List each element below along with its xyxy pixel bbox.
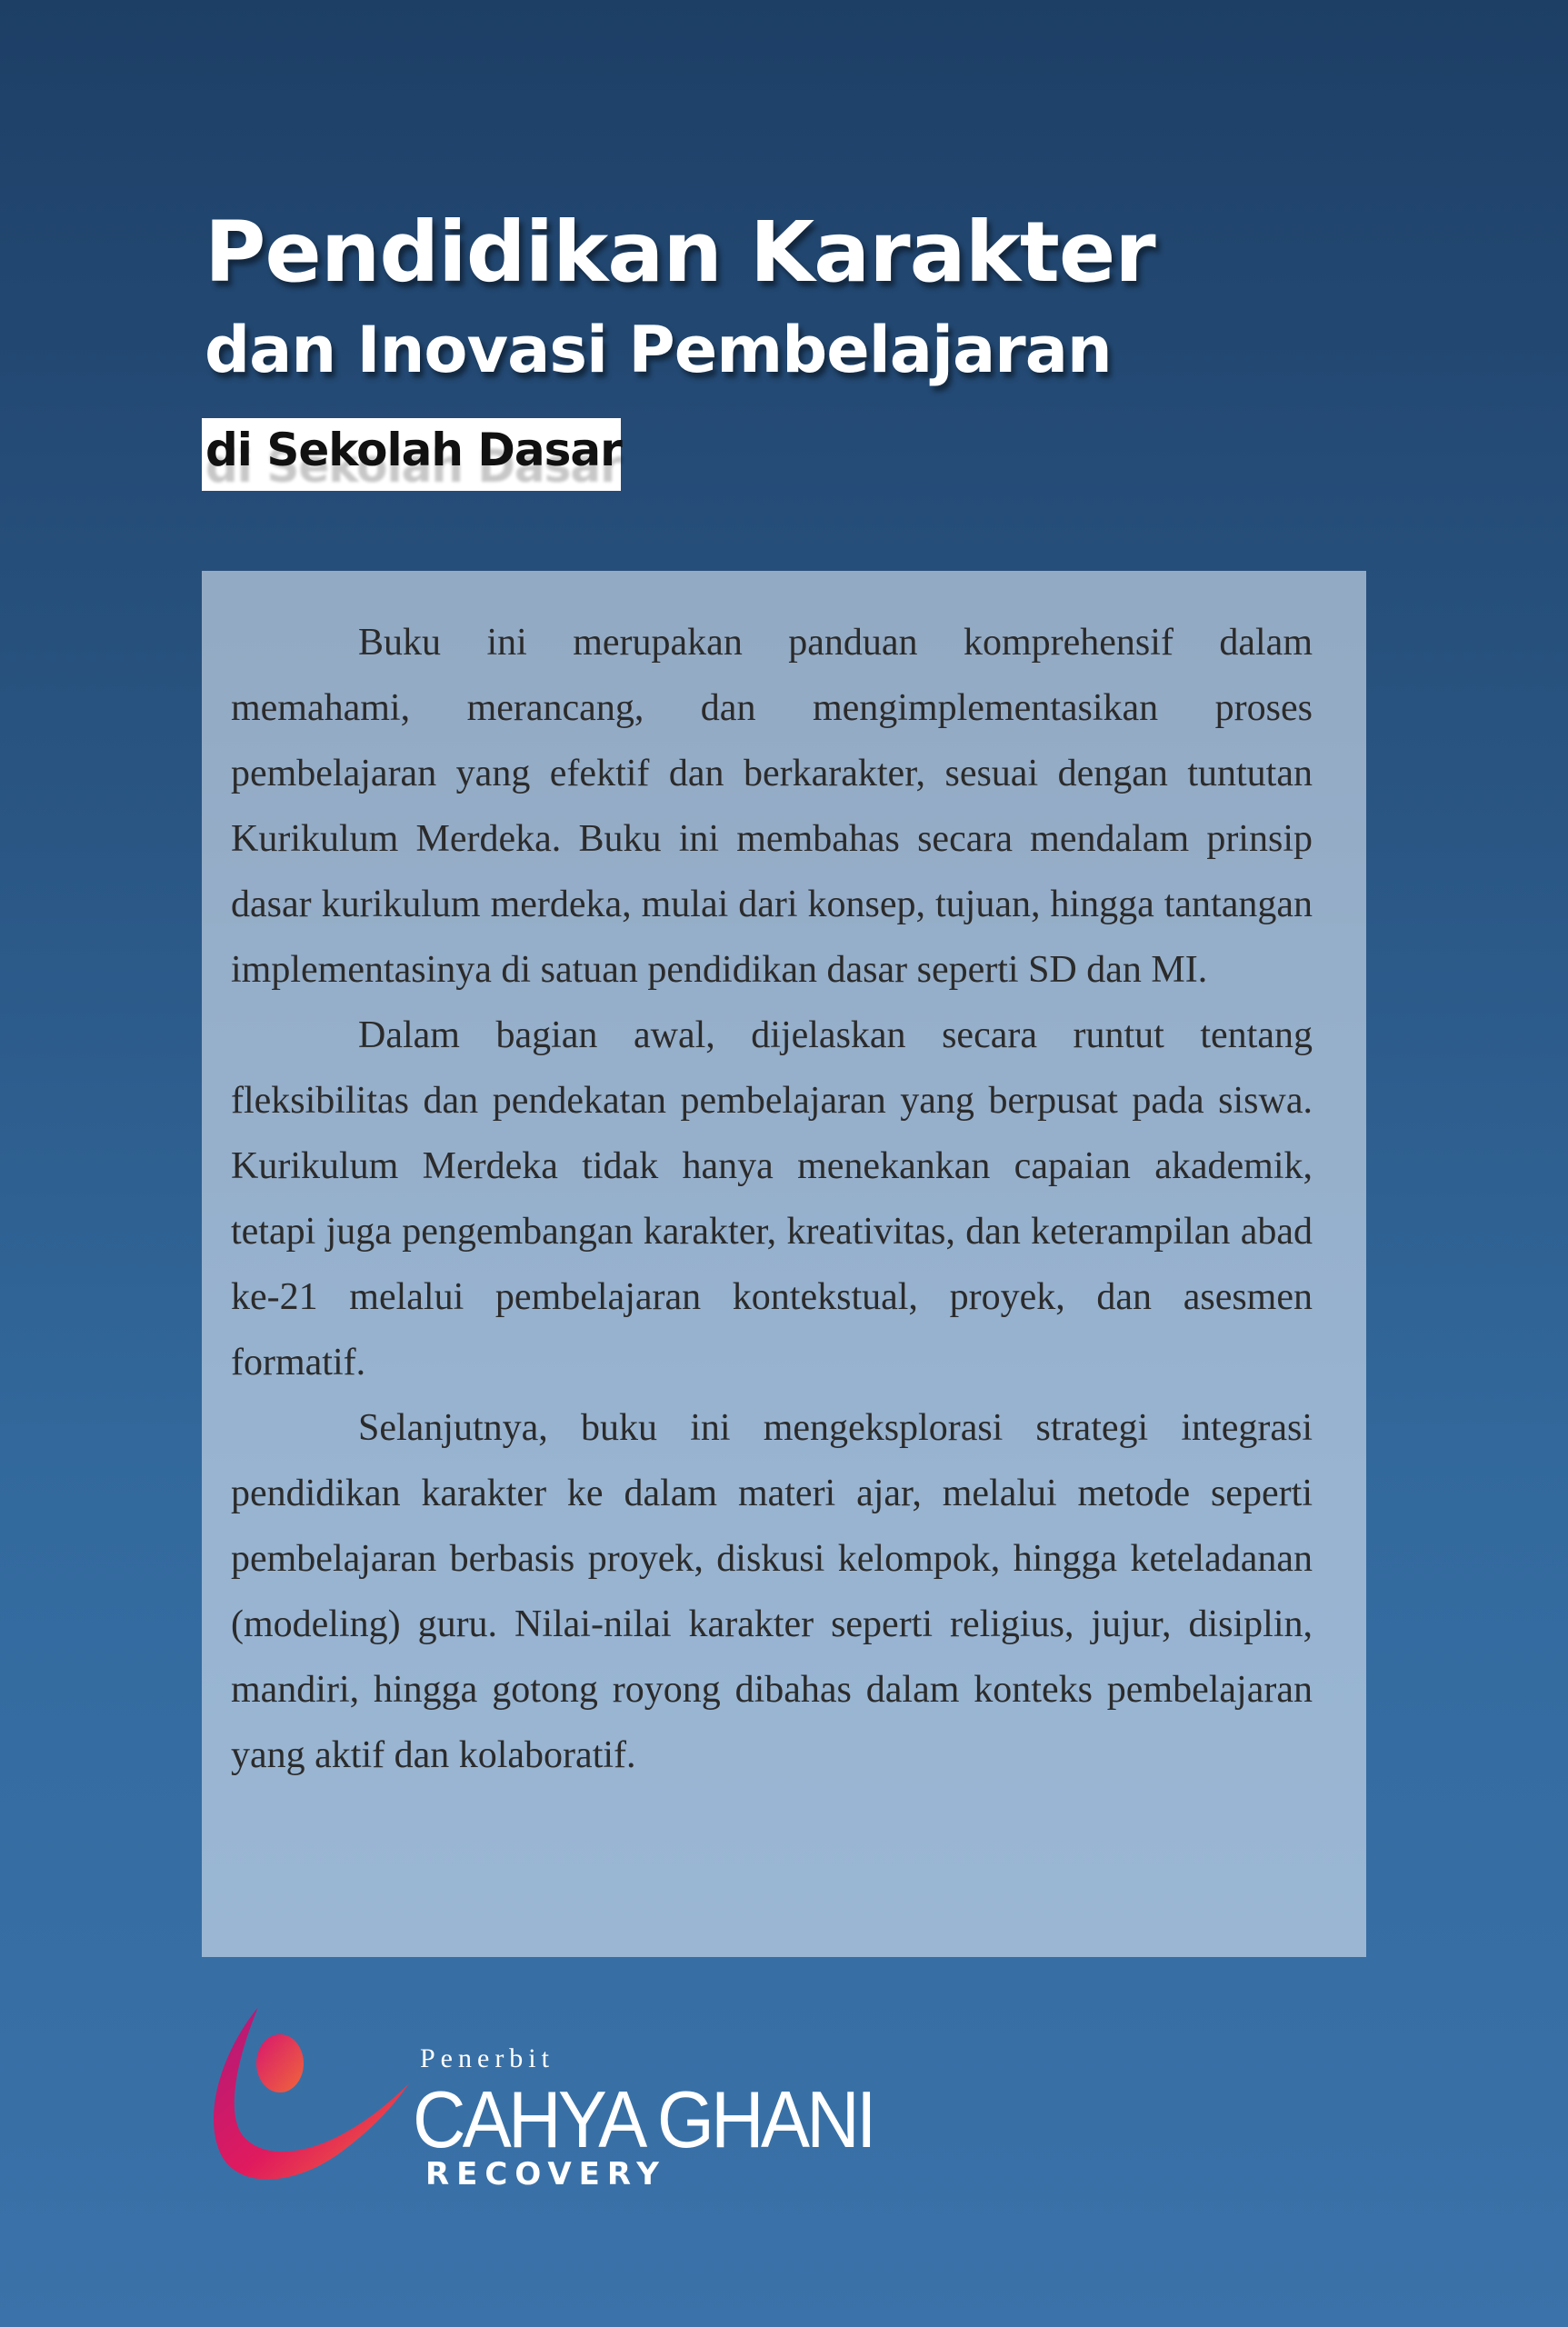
synopsis-text <box>231 610 1313 1788</box>
publisher-prefix: Penerbit <box>420 2043 554 2073</box>
book-title-line-1: Pendidikan Karakter <box>205 204 1155 301</box>
book-subtitle: di Sekolah Dasar <box>205 424 622 476</box>
synopsis-panel <box>202 571 1366 1957</box>
publisher-name: CAHYA GHANI <box>413 2074 874 2164</box>
book-title-line-2: dan Inovasi Pembelajaran <box>205 313 1112 387</box>
synopsis-paragraph: Dalam bagian awal, dijelaskan secara runtut tentang fleksibilitas dan pendekatan pembelajaran yang berpusat pada siswa. Kurikulum Merdeka tidak hanya menekankan capaian akademik, tetapi juga pengembangan karakter, kreativitas, dan keterampilan abad ke-21 melalui pembelajaran kontekstual, proyek, dan asesmen formatif. <box>231 1014 1313 1383</box>
cahya-ghani-logo-icon <box>202 2000 411 2191</box>
publisher-block <box>202 2000 893 2200</box>
synopsis-paragraph: Buku ini merupakan panduan komprehensif dalam memahami, merancang, dan mengimplementasikan proses pembelajaran yang efektif dan berkarakter, sesuai dengan tuntutan Kurikulum Merdeka. Buku ini membahas secara mendalam prinsip dasar kurikulum merdeka, mulai dari konsep, tujuan, hingga tantangan implementasinya di satuan pendidikan dasar seperti SD dan MI. <box>231 622 1313 991</box>
subtitle-box <box>202 418 621 491</box>
publisher-tagline: RECOVERY <box>425 2156 666 2192</box>
synopsis-paragraph: Selanjutnya, buku ini mengeksplorasi strategi integrasi pendidikan karakter ke dalam materi ajar, melalui metode seperti pembelajaran berbasis proyek, diskusi kelompok, hingga keteladanan (modeling) guru. Nilai-nilai karakter seperti religius, jujur, disiplin, mandiri, hingga gotong royong dibahas dalam konteks pembelajaran yang aktif dan kolaboratif. <box>231 1407 1313 1776</box>
